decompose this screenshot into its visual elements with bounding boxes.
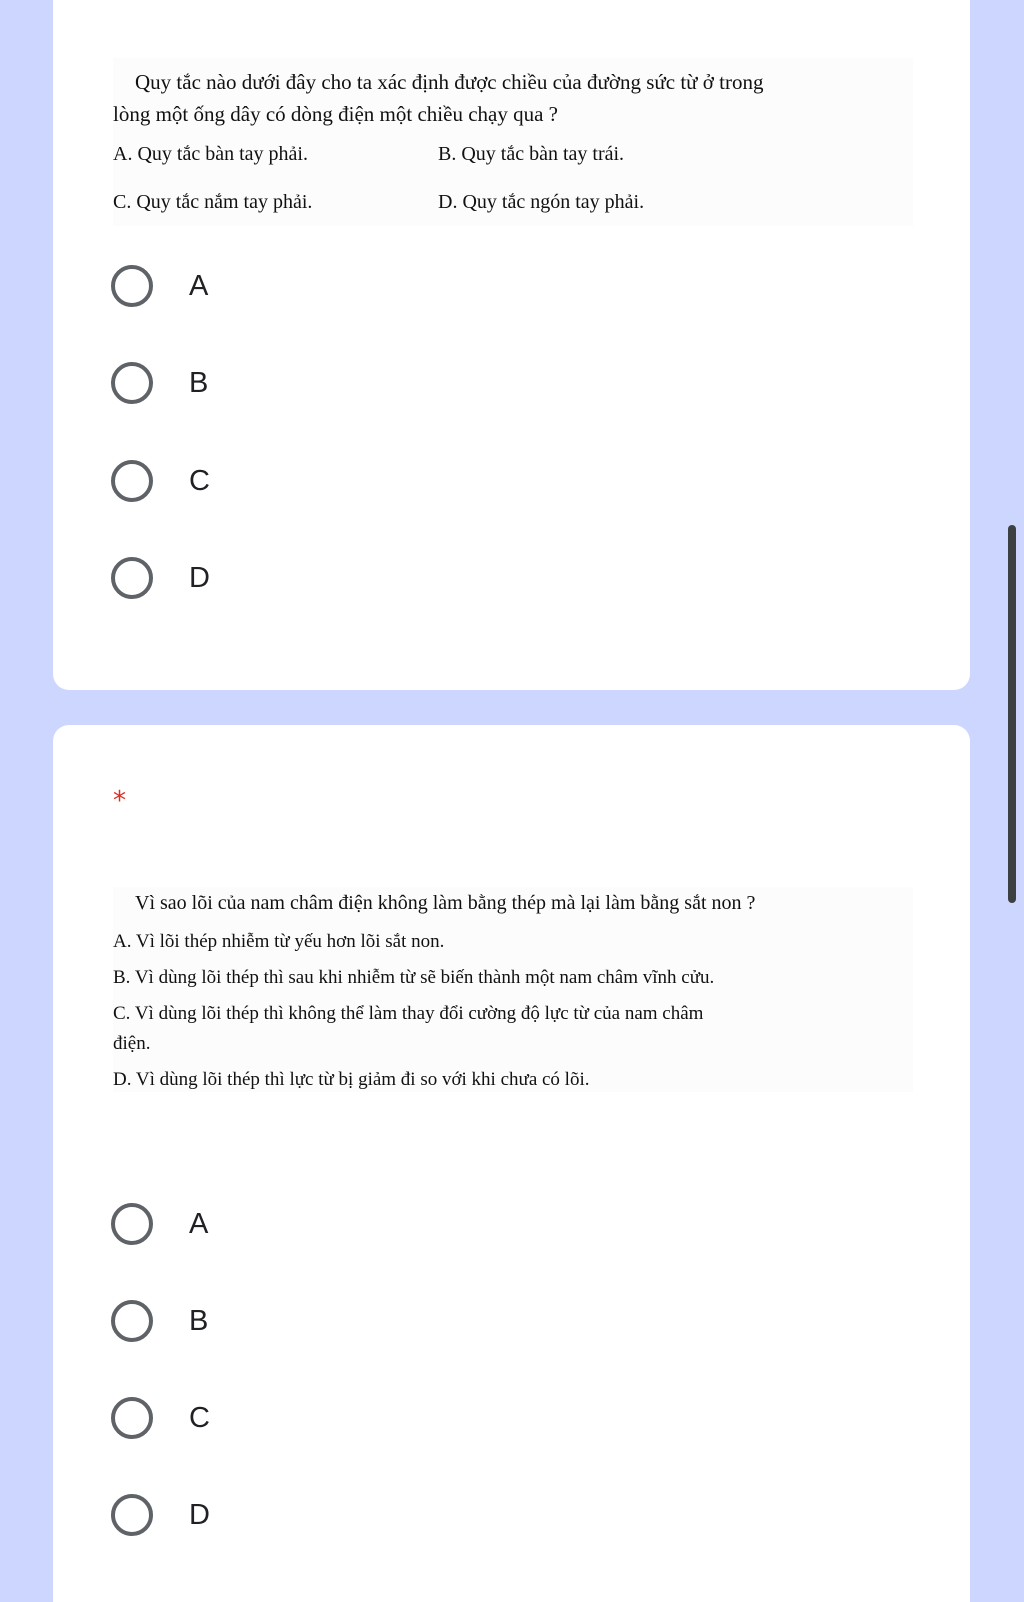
question-2-image <box>113 887 913 1092</box>
choice-label: D <box>189 1498 210 1531</box>
question-1-choice-a[interactable] <box>111 265 208 307</box>
question-2-option-a: A. Vì lõi thép nhiễm từ yếu hơn lõi sắt non. <box>113 931 445 952</box>
radio-button[interactable] <box>111 1494 153 1536</box>
choice-label: B <box>189 1304 209 1337</box>
question-2-option-c: C. Vì dùng lõi thép thì không thể làm thay đổi cường độ lực từ của nam châm <box>113 1003 704 1024</box>
question-2-stem: Vì sao lõi của nam châm điện không làm bằng thép mà lại làm bằng sắt non ? <box>135 892 756 914</box>
radio-button[interactable] <box>111 557 153 599</box>
question-1-option-d: D. Quy tắc ngón tay phải. <box>438 191 645 213</box>
question-1-options-row-1 <box>113 130 913 178</box>
question-card-2 <box>53 725 970 1602</box>
question-1-option-c: C. Quy tắc nắm tay phải. <box>113 191 313 213</box>
choice-label: A <box>189 1207 209 1240</box>
choice-label: A <box>189 269 209 302</box>
choice-label: D <box>189 561 210 594</box>
radio-button[interactable] <box>111 265 153 307</box>
choice-label: B <box>189 366 209 399</box>
question-1-stem-line-1: Quy tắc nào dưới đây cho ta xác định được chiều của đường sức từ ở trong <box>135 70 764 94</box>
radio-button[interactable] <box>111 1203 153 1245</box>
question-2-option-c-cont: điện. <box>113 1033 151 1054</box>
question-2-choice-c[interactable] <box>111 1397 210 1439</box>
question-1-option-b: B. Quy tắc bàn tay trái. <box>438 143 625 165</box>
scrollbar[interactable] <box>1008 525 1016 903</box>
radio-button[interactable] <box>111 362 153 404</box>
question-1-choice-d[interactable] <box>111 557 210 599</box>
question-card-1 <box>53 0 970 690</box>
question-1-stem-line-2: lòng một ống dây có dòng điện một chiều chạy qua ? <box>113 102 558 126</box>
question-1-options-row-2 <box>113 178 913 226</box>
question-2-choice-d[interactable] <box>111 1494 210 1536</box>
question-1-image <box>113 58 913 226</box>
question-1-choice-c[interactable] <box>111 460 210 502</box>
radio-button[interactable] <box>111 1300 153 1342</box>
choice-label: C <box>189 464 210 497</box>
question-2-choice-a[interactable] <box>111 1203 208 1245</box>
radio-button[interactable] <box>111 1397 153 1439</box>
question-2-option-b: B. Vì dùng lõi thép thì sau khi nhiễm từ sẽ biến thành một nam châm vĩnh cửu. <box>113 967 715 988</box>
radio-button[interactable] <box>111 460 153 502</box>
question-2-choice-b[interactable] <box>111 1300 208 1342</box>
question-2-option-d: D. Vì dùng lõi thép thì lực từ bị giảm đi so với khi chưa có lõi. <box>113 1069 590 1090</box>
question-1-option-a: A. Quy tắc bàn tay phải. <box>113 143 308 165</box>
choice-label: C <box>189 1401 210 1434</box>
question-1-choice-b[interactable] <box>111 362 208 404</box>
required-asterisk: * <box>113 786 126 816</box>
